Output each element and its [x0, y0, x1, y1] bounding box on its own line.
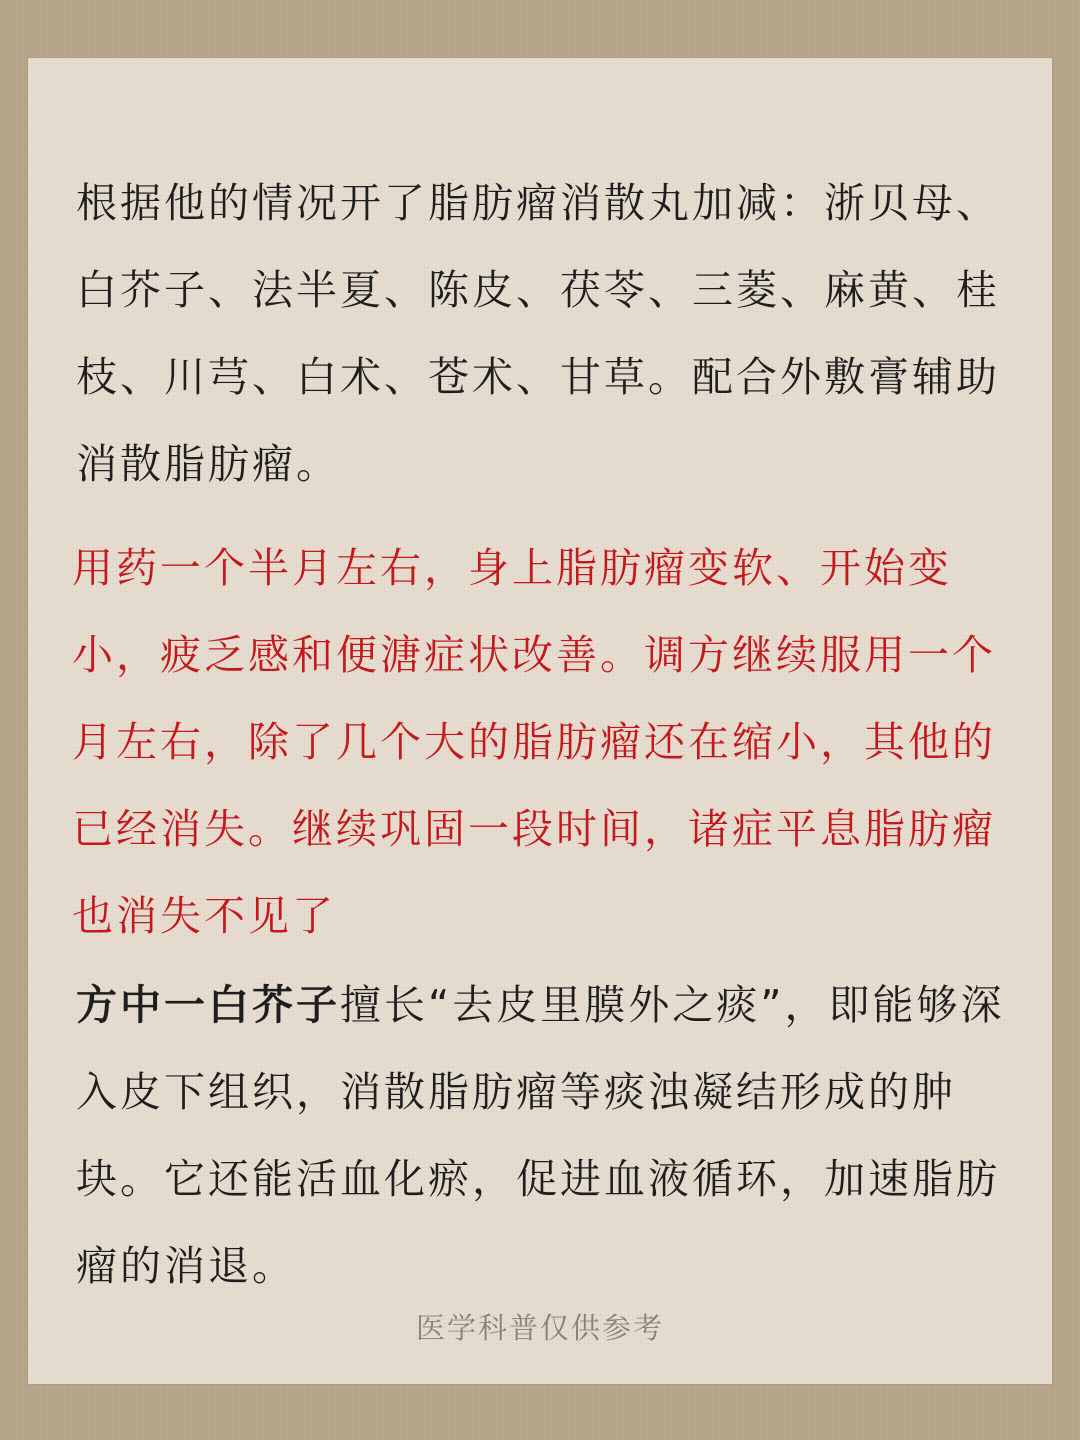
paragraph-prescription: 根据他的情况开了脂肪瘤消散丸加减：浙贝母、白芥子、法半夏、陈皮、茯苓、三菱、麻黄、桂枝、川芎、白术、苍术、甘草。配合外敷膏辅助消散脂肪瘤。: [76, 179, 1000, 488]
herb-highlight: 方中一白芥子: [76, 981, 340, 1029]
herb-explanation-text: 擅长“去皮里膜外之痰”，即能够深入皮下组织，消散脂肪瘤等痰浊凝结形成的肿块。它还能活血化瘀，促进血液循环，加速脂肪瘤的消退。: [76, 981, 1005, 1290]
paragraph-treatment-result: 用药一个半月左右，身上脂肪瘤变软、开始变小，疲乏感和便溏症状改善。调方继续服用一个月左右，除了几个大的脂肪瘤还在缩小，其他的已经消失。继续巩固一段时间，诸症平息脂肪瘤也消失不见了: [72, 544, 996, 940]
paragraph-herb-explanation: [76, 962, 1026, 1310]
disclaimer-footer: 医学科普仅供参考: [415, 1311, 664, 1345]
